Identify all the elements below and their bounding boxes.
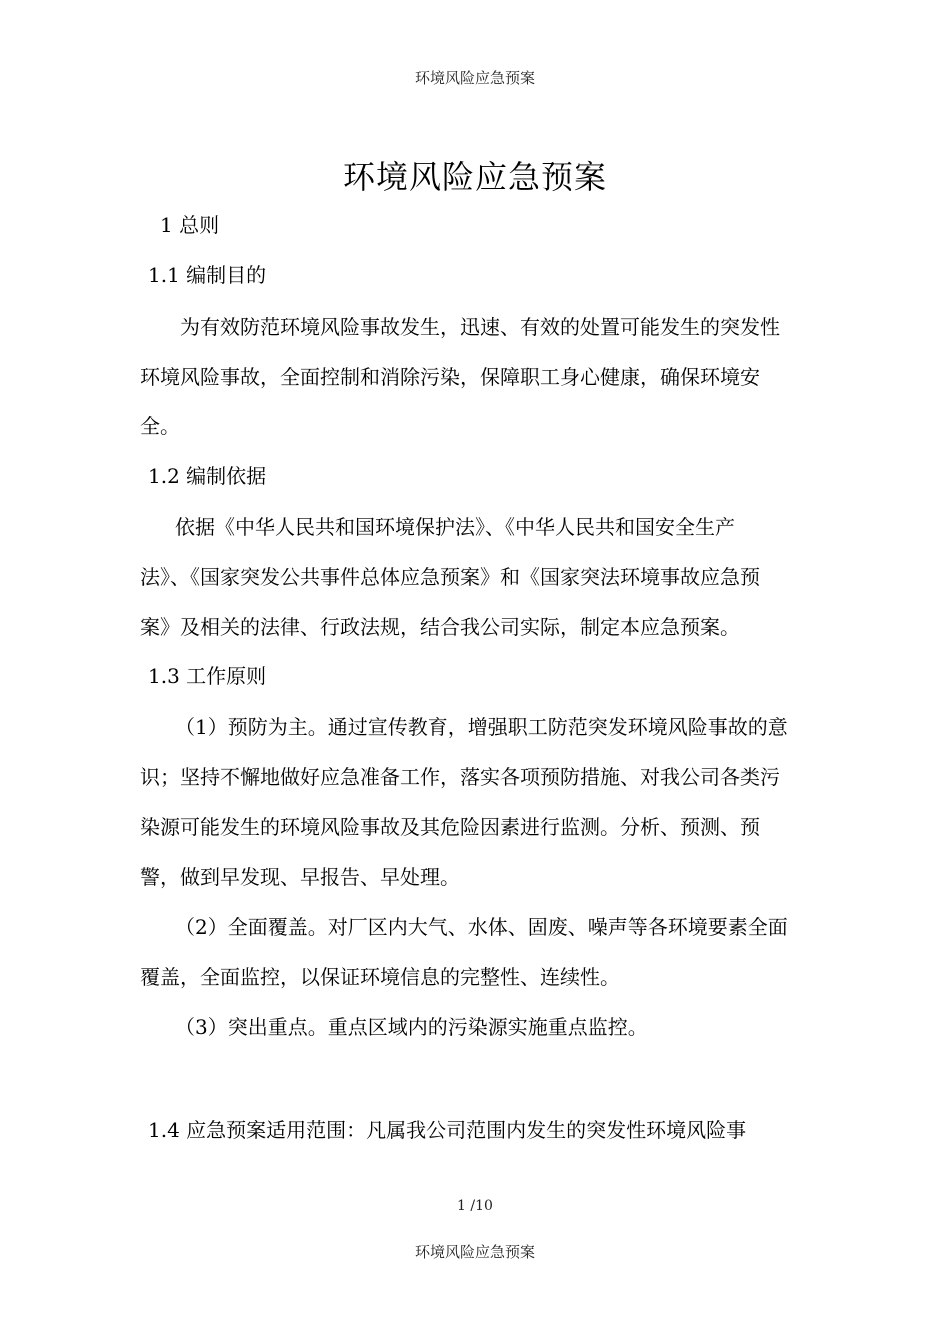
paragraph-line: 环境风险事故，全面控制和消除污染，保障职工身心健康，确保环境安	[140, 365, 760, 389]
section-heading-1-2: 1.2 编制依据	[148, 464, 267, 488]
paragraph-line: 依据《中华人民共和国环境保护法》、《中华人民共和国安全生产	[175, 515, 735, 539]
paragraph-line: 覆盖，全面监控，以保证环境信息的完整性、连续性。	[140, 965, 620, 989]
paragraph-line: 识；坚持不懈地做好应急准备工作，落实各项预防措施、对我公司各类污	[140, 765, 780, 789]
section-heading-1: 1 总则	[160, 213, 220, 237]
paragraph-line: （3）突出重点。重点区域内的污染源实施重点监控。	[175, 1015, 648, 1039]
paragraph-line: 染源可能发生的环境风险事故及其危险因素进行监测。分析、预测、预	[140, 815, 760, 839]
next-page-running-header: 环境风险应急预案	[414, 1243, 535, 1261]
paragraph-line: （2）全面覆盖。对厂区内大气、水体、固废、噪声等各环境要素全面	[175, 915, 788, 939]
paragraph-line: 法》、《国家突发公共事件总体应急预案》和《国家突法环境事故应急预	[140, 565, 760, 589]
paragraph-line: 警，做到早发现、早报告、早处理。	[140, 865, 460, 889]
document-title: 环境风险应急预案	[342, 158, 607, 196]
section-heading-1-4: 1.4 应急预案适用范围：凡属我公司范围内发生的突发性环境风险事	[148, 1118, 747, 1142]
paragraph-line: 为有效防范环境风险事故发生，迅速、有效的处置可能发生的突发性	[180, 315, 780, 339]
section-heading-1-1: 1.1 编制目的	[148, 263, 267, 287]
running-header: 环境风险应急预案	[414, 69, 535, 87]
paragraph-line: 全。	[140, 414, 180, 438]
page-number: 1 /10	[457, 1198, 493, 1214]
section-heading-1-3: 1.3 工作原则	[148, 664, 267, 688]
paragraph-line: （1）预防为主。通过宣传教育，增强职工防范突发环境风险事故的意	[175, 715, 788, 739]
paragraph-line: 案》及相关的法律、行政法规，结合我公司实际，制定本应急预案。	[140, 615, 740, 639]
